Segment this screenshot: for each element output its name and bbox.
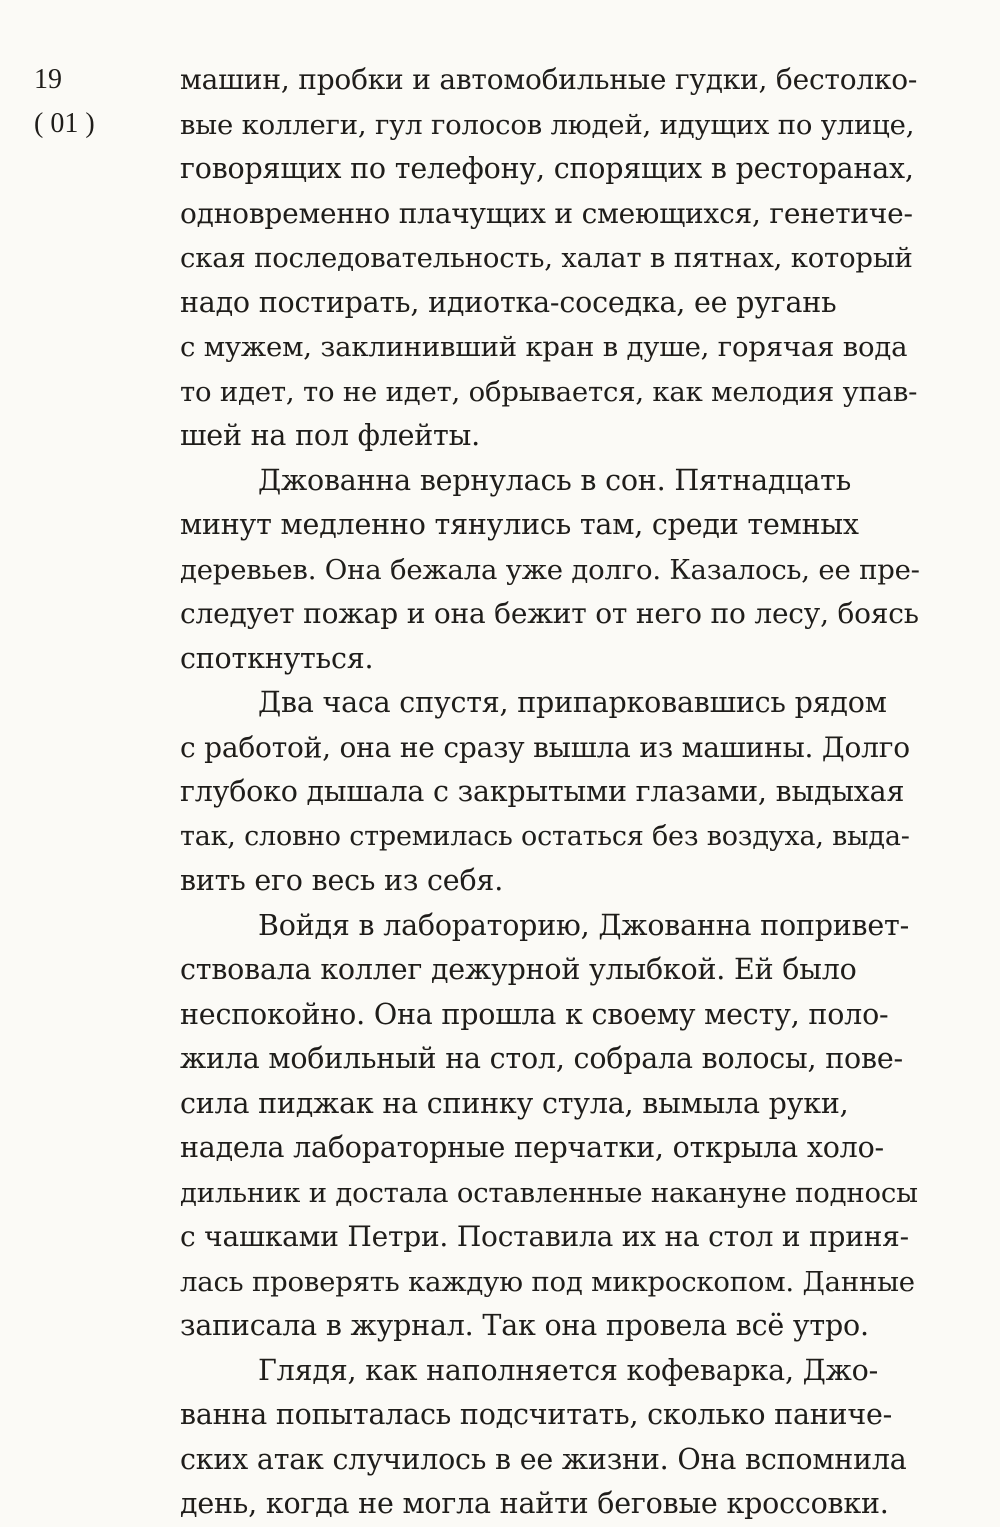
text-line: лась проверять каждую под микроскопом. Данные [180, 1265, 915, 1298]
text-line: ствовала коллег дежурной улыбкой. Ей было [180, 953, 857, 986]
page-number: 19 [34, 64, 62, 95]
text-line: минут медленно тянулись там, среди темных [180, 508, 859, 541]
text-line: шей на пол флейты. [180, 419, 480, 452]
paragraph-first-line: Войдя в лабораторию, Джованна попривет- [258, 908, 910, 942]
text-line: споткнуться. [180, 641, 374, 675]
text-line: сила пиджак на спинку стула, вымыла руки, [180, 1086, 849, 1120]
text-line: так, словно стремилась остаться без воздуха, выда- [180, 820, 910, 852]
paragraph-first-line: Глядя, как наполняется кофеварка, Джо- [258, 1353, 879, 1387]
page-margin-meta [34, 58, 95, 146]
text-line: жила мобильный на стол, собрала волосы, пове- [180, 1042, 903, 1075]
text-line: следует пожар и она бежит от него по лесу, боясь [180, 597, 919, 630]
text-line: день, когда не могла найти беговые кроссовки. [180, 1487, 889, 1520]
text-line: с мужем, заклинивший кран в душе, горячая вода [180, 331, 908, 363]
text-line: надо постирать, идиотка-соседка, ее ругань [180, 285, 837, 319]
text-line: надела лабораторные перчатки, открыла холо- [180, 1131, 884, 1164]
chapter-marker: ( 01 ) [34, 108, 95, 139]
text-line: с чашками Петри. Поставила их на стол и приня- [180, 1220, 909, 1253]
text-line: с работой, она не сразу вышла из машины. Долго [180, 730, 910, 764]
text-line: ванна попыталась подсчитать, сколько паниче- [180, 1398, 893, 1431]
paragraph-first-line: Джованна вернулась в сон. Пятнадцать [258, 463, 852, 497]
text-line: ская последовательность, халат в пятнах, который [180, 242, 913, 274]
paragraph-first-line: Два часа спустя, припарковавшись рядом [258, 686, 887, 719]
text-line: говорящих по телефону, спорящих в ресторанах, [180, 152, 914, 185]
body-text [180, 58, 920, 1527]
text-line: неспокойно. Она прошла к своему месту, поло- [180, 997, 889, 1031]
text-line: ских атак случилось в ее жизни. Она вспомнила [180, 1442, 907, 1476]
text-line: записала в журнал. Так она провела всё утро. [180, 1309, 869, 1342]
text-line: деревьев. Она бежала уже долго. Казалось, ее пре- [180, 553, 920, 586]
text-line: дильник и достала оставленные накануне подносы [180, 1176, 918, 1209]
text-line: глубоко дышала с закрытыми глазами, выдыхая [180, 775, 905, 808]
text-line: вить его весь из себя. [180, 864, 504, 897]
text-line: то идет, то не идет, обрывается, как мелодия упав- [180, 375, 918, 408]
text-line: одновременно плачущих и смеющихся, генетиче- [180, 196, 913, 230]
text-line: машин, пробки и автомобильные гудки, бестолко- [180, 63, 918, 96]
text-line: вые коллеги, гул голосов людей, идущих по улице, [180, 108, 915, 141]
